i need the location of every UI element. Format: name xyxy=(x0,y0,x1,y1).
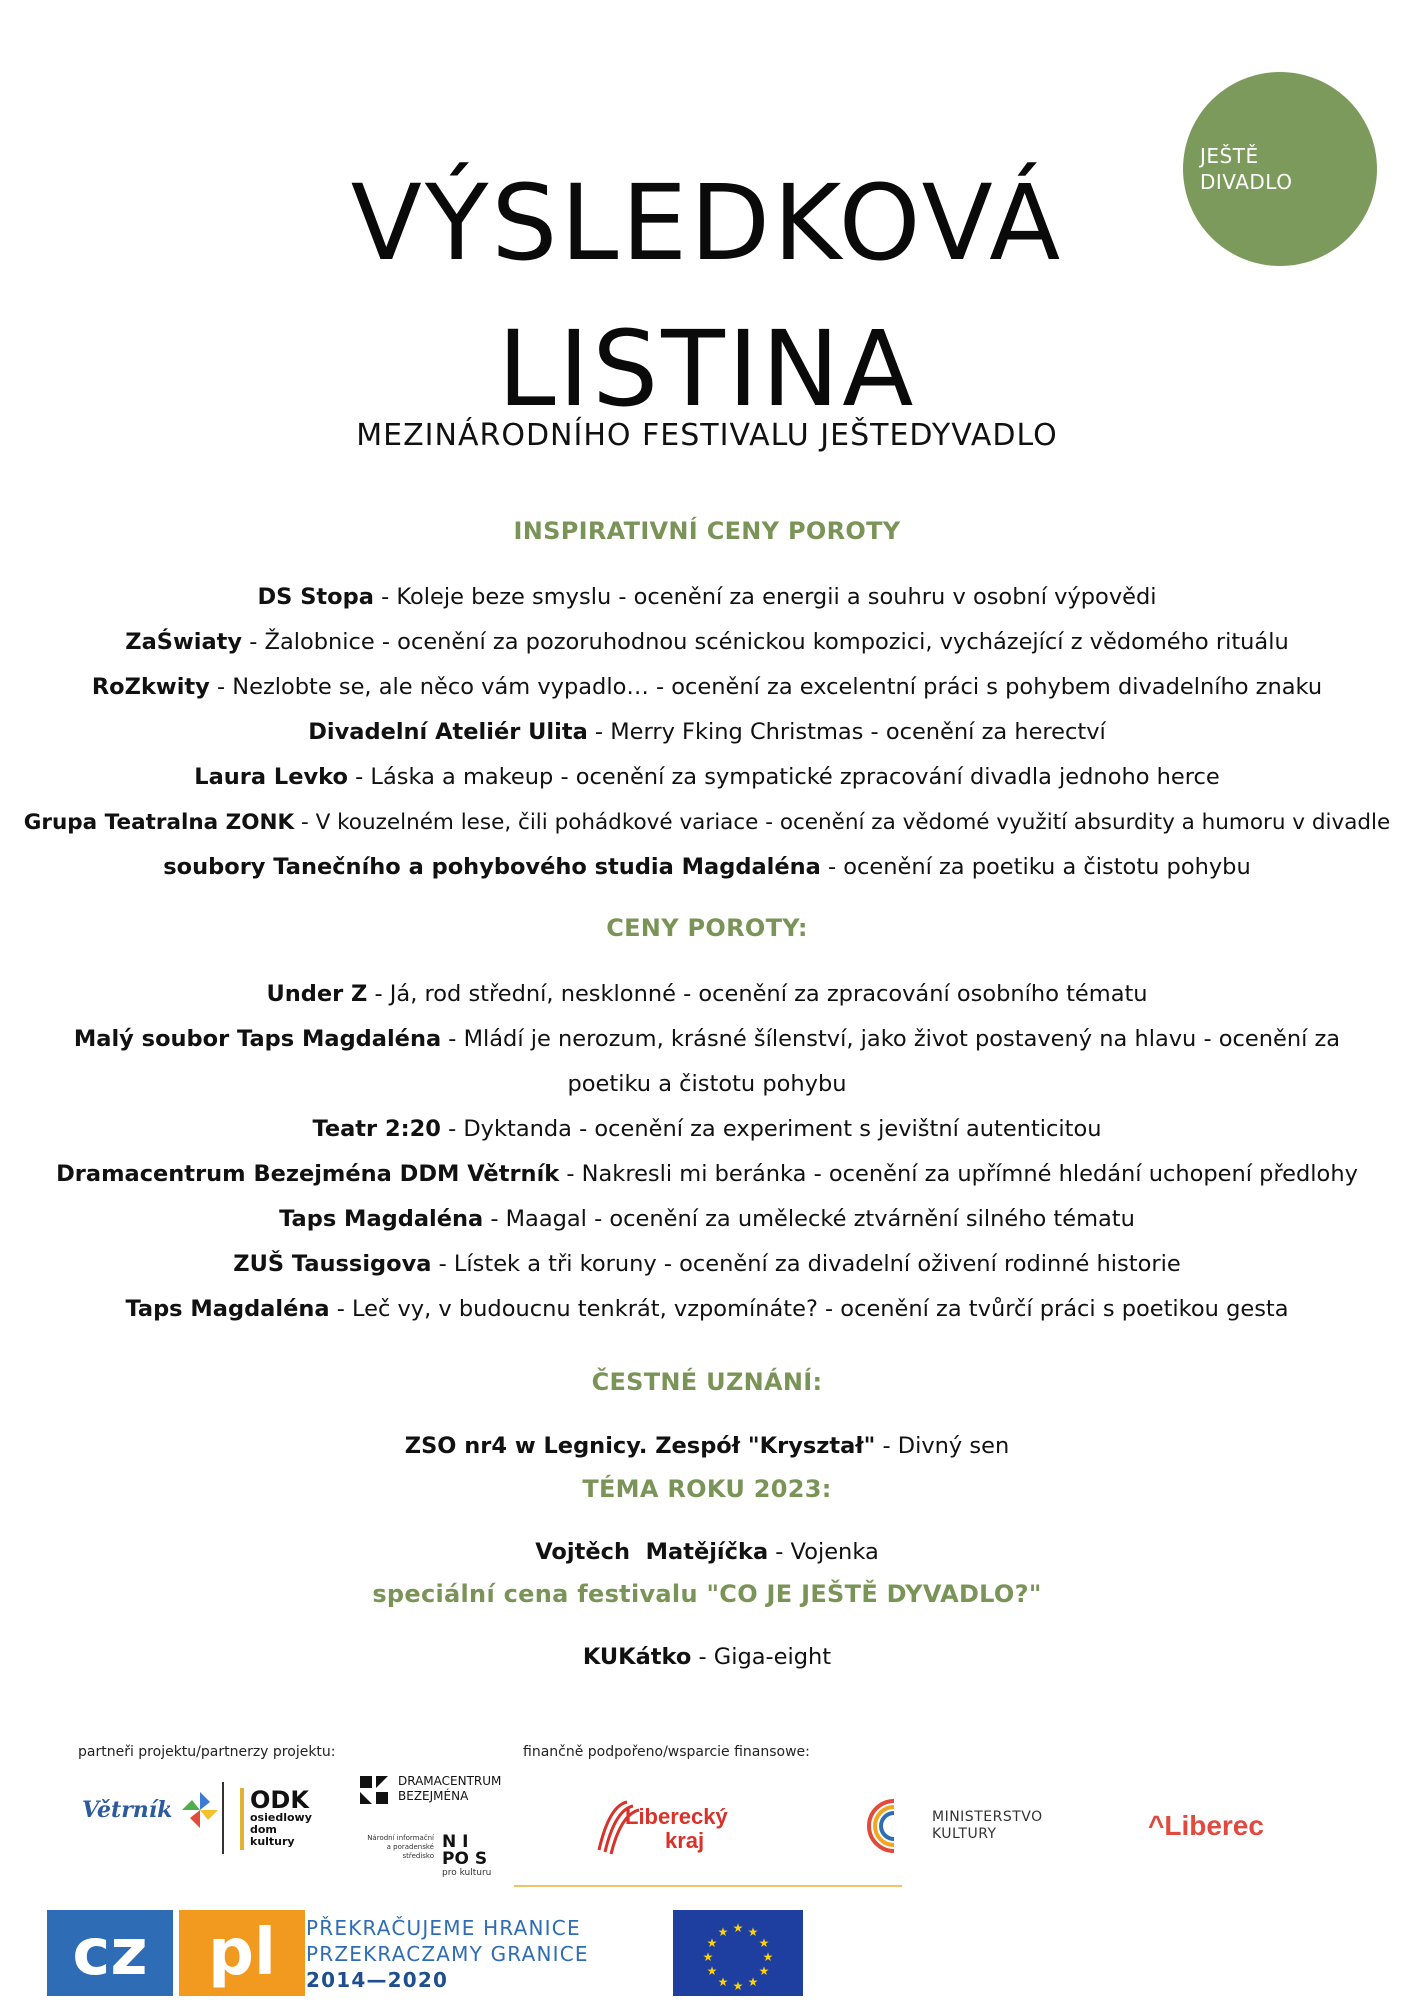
award-entry xyxy=(0,1152,1414,1197)
svg-text:★: ★ xyxy=(717,1925,729,1939)
funding-label: finančně podpořeno/wsparcie finansowe: xyxy=(523,1744,810,1760)
cross-border-text xyxy=(306,1915,589,1993)
nipos-mark xyxy=(442,1834,491,1878)
cross-years: 2014—2020 xyxy=(306,1968,449,1992)
section-heading: ČESTNÉ UZNÁNÍ: xyxy=(591,1368,823,1396)
award-entry xyxy=(0,575,1414,620)
liberecky-kraj-line-2: kraj xyxy=(665,1828,705,1853)
svg-text:★: ★ xyxy=(758,1964,770,1978)
award-detail: - Merry Fking Christmas - ocenění za herectví xyxy=(587,719,1106,745)
dramacentrum-logo xyxy=(358,1774,501,1806)
nipos-description xyxy=(362,1834,434,1878)
award-entry xyxy=(0,1017,1414,1107)
svg-text:★: ★ xyxy=(706,1936,718,1950)
section-ceny-poroty xyxy=(0,914,1414,1332)
svg-text:★: ★ xyxy=(747,1975,759,1989)
awardee-name: Laura Levko xyxy=(194,764,348,790)
award-entry xyxy=(0,1242,1414,1287)
title-line-1: VÝSLEDKOVÁ xyxy=(350,162,1064,284)
awardee-name: ZUŠ Taussigova xyxy=(233,1251,432,1277)
vetrnik-logo xyxy=(82,1790,220,1830)
eu-stars-icon xyxy=(673,1910,803,1996)
awardee-name: ZSO nr4 w Legnicy. Zespół "Kryształ" xyxy=(404,1433,876,1459)
award-entry xyxy=(0,710,1414,755)
ministerstvo-text xyxy=(932,1809,1043,1843)
svg-text:★: ★ xyxy=(758,1936,770,1950)
section-cestne-uznani xyxy=(0,1368,1414,1469)
logo-line-2: DIVADLO xyxy=(1200,170,1293,194)
award-detail: - Dyktanda - ocenění za experiment s jevištní autenticitou xyxy=(440,1116,1102,1142)
award-detail: - Giga-eight xyxy=(691,1644,832,1670)
liberecky-kraj-logo xyxy=(595,1796,745,1860)
liberecky-kraj-line-1: Liberecký xyxy=(625,1804,728,1829)
awardee-name: RoZkwity xyxy=(91,674,210,700)
vetrnik-text: Větrník xyxy=(82,1797,173,1823)
cross-line-2: PRZEKRACZAMY GRANICE xyxy=(306,1942,589,1966)
nipos-desc-2: a poradenské xyxy=(386,1843,434,1851)
awardee-name: KUKátko xyxy=(582,1644,692,1670)
award-detail: - Lístek a tři koruny - ocenění za divadelní oživení rodinné historie xyxy=(431,1251,1181,1277)
awardee-name: Divadelní Ateliér Ulita xyxy=(308,719,588,745)
nipos-mark-2: PO S xyxy=(442,1849,488,1869)
svg-text:★: ★ xyxy=(717,1975,729,1989)
section-specialni-cena xyxy=(0,1580,1414,1680)
award-detail: - Koleje beze smyslu - ocenění za energii a souhru v osobní výpovědi xyxy=(373,584,1157,610)
awardee-name: Dramacentrum Bezejména DDM Větrník xyxy=(56,1161,560,1187)
award-list xyxy=(0,1530,1414,1575)
section-heading: TÉMA ROKU 2023: xyxy=(582,1475,832,1503)
svg-text:★: ★ xyxy=(747,1925,759,1939)
liberec-logo: ^Liberec xyxy=(1148,1810,1264,1841)
page-subtitle: MEZINÁRODNÍHO FESTIVALU JEŠTEDYVADLO xyxy=(356,418,1058,453)
logo-line-1: JEŠTĚ xyxy=(1200,144,1259,168)
dramacentrum-text xyxy=(398,1774,501,1804)
award-detail: - Žalobnice - ocenění za pozoruhodnou scénickou kompozici, vycházející z vědomého rituálu xyxy=(242,629,1289,655)
section-heading: speciální cena festivalu "CO JE JEŠTĚ DYVADLO?" xyxy=(372,1580,1042,1608)
logo-divider xyxy=(222,1782,224,1854)
section-heading: INSPIRATIVNÍ CENY POROTY xyxy=(513,517,901,545)
awardee-name: Taps Magdaléna xyxy=(125,1296,330,1322)
nipos-desc-1: Národní informační xyxy=(367,1834,434,1842)
awardee-name: Under Z xyxy=(266,981,368,1007)
odk-line-3: kultury xyxy=(250,1835,295,1848)
ministerstvo-icon xyxy=(866,1798,922,1854)
award-entry xyxy=(0,1107,1414,1152)
svg-text:★: ★ xyxy=(702,1950,714,1964)
awardee-name: soubory Tanečního a pohybového studia Magdaléna xyxy=(163,854,821,880)
ministerstvo-kultury-logo xyxy=(866,1798,1043,1854)
awardee-name: Taps Magdaléna xyxy=(279,1206,484,1232)
odk-text xyxy=(250,1788,312,1850)
ministerstvo-line-1: MINISTERSTVO xyxy=(932,1809,1043,1825)
section-tema-roku xyxy=(0,1475,1414,1575)
partners-label: partneři projektu/partnerzy projektu: xyxy=(78,1744,336,1760)
awardee-name: Grupa Teatralna ZONK xyxy=(23,810,295,835)
svg-text:★: ★ xyxy=(706,1964,718,1978)
award-detail: - Maagal - ocenění za umělecké ztvárnění silného tématu xyxy=(483,1206,1135,1232)
eu-flag xyxy=(673,1910,803,1996)
svg-text:★: ★ xyxy=(732,1921,744,1935)
award-entry xyxy=(0,1287,1414,1332)
cross-line-1: PŘEKRAČUJEME HRANICE xyxy=(306,1916,581,1940)
award-entry xyxy=(0,620,1414,665)
czpl-logo xyxy=(47,1910,305,1996)
dramacentrum-icon xyxy=(358,1774,390,1806)
liberecky-kraj-icon xyxy=(595,1796,745,1856)
award-entry xyxy=(0,755,1414,800)
ministerstvo-line-2: KULTURY xyxy=(932,1826,997,1842)
pinwheel-icon xyxy=(180,1790,220,1830)
award-entry xyxy=(0,665,1414,710)
awardee-name: Vojtěch Matějíčka xyxy=(535,1539,769,1565)
cz-block: cz xyxy=(47,1910,173,1996)
nipos-desc-3: středisko xyxy=(402,1852,434,1860)
award-detail: - Leč vy, v budoucnu tenkrát, vzpomínáte? - ocenění za tvůrčí práci s poetikou gesta xyxy=(329,1296,1289,1322)
award-list xyxy=(0,972,1414,1332)
dramacentrum-line-1: DRAMACENTRUM xyxy=(398,1774,502,1788)
award-list xyxy=(0,575,1414,890)
odk-logo xyxy=(240,1788,312,1850)
award-detail: - ocenění za poetiku a čistotu pohybu xyxy=(820,854,1251,880)
section-heading: CENY POROTY: xyxy=(606,914,808,942)
award-detail: - Mládí je nerozum, krásné šílenství, jako život postavený na hlavu - ocenění za poetiku a čistotu pohybu xyxy=(441,1026,1341,1097)
award-entry xyxy=(0,1197,1414,1242)
odk-accent-bar xyxy=(240,1788,244,1850)
svg-text:★: ★ xyxy=(732,1979,744,1993)
svg-text:★: ★ xyxy=(762,1950,774,1964)
awardee-name: DS Stopa xyxy=(257,584,374,610)
divider-line xyxy=(514,1885,902,1887)
award-entry xyxy=(0,972,1414,1017)
page-title xyxy=(0,150,1414,442)
odk-title: ODK xyxy=(250,1786,309,1814)
odk-line-1: osiedlowy xyxy=(250,1811,312,1824)
award-detail: - Divný sen xyxy=(875,1433,1010,1459)
awardee-name: ZaŚwiaty xyxy=(125,629,243,655)
section-inspirativni-ceny xyxy=(0,517,1414,890)
award-detail: - V kouzelném lese, čili pohádkové variace - ocenění za vědomé využití absurdity a humoru v divadle xyxy=(294,810,1391,835)
award-entry xyxy=(0,1530,1414,1575)
award-detail: - Já, rod střední, nesklonné - ocenění za zpracování osobního tématu xyxy=(367,981,1148,1007)
nipos-subtitle: pro kulturu xyxy=(442,1868,492,1878)
award-list xyxy=(0,1424,1414,1469)
nipos-mark-1: N I xyxy=(442,1832,469,1852)
award-entry xyxy=(0,800,1414,845)
award-entry xyxy=(0,1635,1414,1680)
award-detail: - Láska a makeup - ocenění za sympatické zpracování divadla jednoho herce xyxy=(348,764,1220,790)
award-detail: - Nezlobte se, ale něco vám vypadlo… - ocenění za excelentní práci s pohybem divadelního znaku xyxy=(209,674,1323,700)
nipos-logo xyxy=(362,1834,491,1878)
award-entry xyxy=(0,1424,1414,1469)
dramacentrum-line-2: BEZEJMÉNA xyxy=(398,1789,469,1803)
pl-block: pl xyxy=(179,1910,305,1996)
awardee-name: Malý soubor Taps Magdaléna xyxy=(73,1026,442,1052)
award-entry xyxy=(0,845,1414,890)
odk-line-2: dom xyxy=(250,1823,277,1836)
award-detail: - Nakresli mi beránka - ocenění za upřímné hledání uchopení předlohy xyxy=(559,1161,1358,1187)
title-line-2: LISTINA xyxy=(497,308,917,430)
award-list xyxy=(0,1635,1414,1680)
award-detail: - Vojenka xyxy=(768,1539,879,1565)
awardee-name: Teatr 2:20 xyxy=(312,1116,441,1142)
